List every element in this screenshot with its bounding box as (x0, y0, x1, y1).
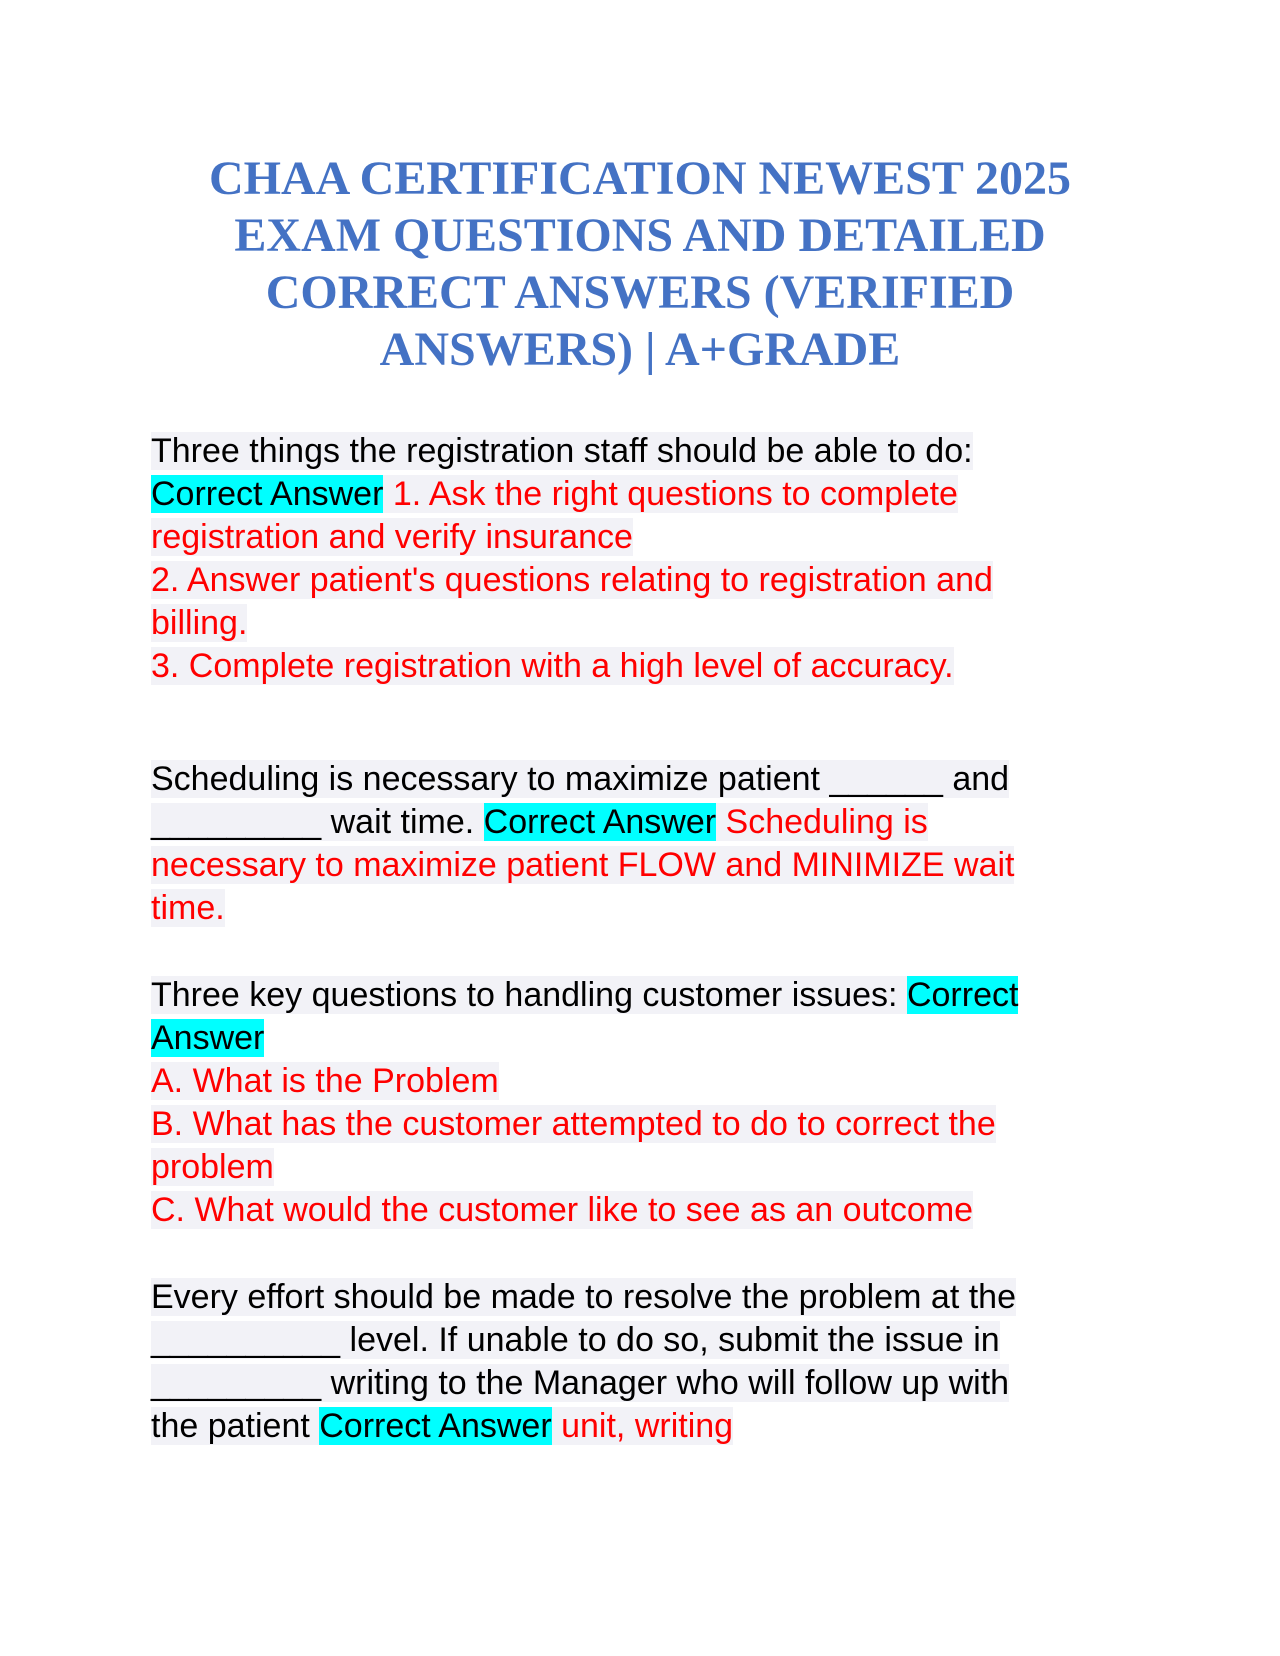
answer-text: 2. Answer patient's questions relating to registration and (151, 561, 993, 599)
answer-text: Scheduling is (725, 803, 928, 841)
question-text: Three things the registration staff should be able to do: (151, 432, 973, 470)
question-text: __________ level. If unable to do so, submit the issue in (151, 1321, 1000, 1359)
correct-answer-label: Correct (906, 976, 1019, 1014)
correct-answer-label: Answer (151, 1019, 265, 1057)
answer-text: billing. (151, 604, 248, 642)
question-text: Scheduling is necessary to maximize patient ______ and (151, 760, 1010, 798)
answer-text: time. (151, 889, 225, 927)
answer-text: A. What is the Problem (151, 1062, 499, 1100)
qa-item-1 (151, 430, 1131, 688)
correct-answer-label: Correct Answer (151, 475, 384, 513)
question-text: _________ wait time. (151, 803, 475, 841)
answer-text: C. What would the customer like to see as an outcome (151, 1191, 974, 1229)
title-line: ANSWERS) | A+GRADE (379, 323, 901, 376)
document-title (150, 150, 1130, 378)
answer-text: necessary to maximize patient FLOW and MINIMIZE wait (151, 846, 1015, 884)
correct-answer-label: Correct Answer (483, 803, 717, 841)
title-line: CORRECT ANSWERS (VERIFIED (265, 266, 1015, 319)
qa-item-3 (151, 974, 1131, 1232)
title-line: EXAM QUESTIONS AND DETAILED (234, 209, 1046, 262)
answer-text: problem (151, 1148, 274, 1186)
question-text: _________ writing to the Manager who will follow up with (151, 1364, 1010, 1402)
correct-answer-label: Correct Answer (319, 1407, 552, 1445)
answer-text: unit, writing (561, 1407, 734, 1445)
question-text: Three key questions to handling customer issues: (151, 976, 898, 1014)
answer-text: 3. Complete registration with a high level of accuracy. (151, 647, 954, 685)
question-text: Every effort should be made to resolve the problem at the (151, 1278, 1016, 1316)
question-text: the patient (151, 1407, 310, 1445)
answer-text: B. What has the customer attempted to do to correct the (151, 1105, 996, 1143)
qa-item-2 (151, 758, 1131, 930)
title-line: CHAA CERTIFICATION NEWEST 2025 (208, 152, 1072, 205)
qa-item-4 (151, 1276, 1131, 1448)
answer-text: 1. Ask the right questions to complete (392, 475, 958, 513)
answer-text: registration and verify insurance (151, 518, 633, 556)
